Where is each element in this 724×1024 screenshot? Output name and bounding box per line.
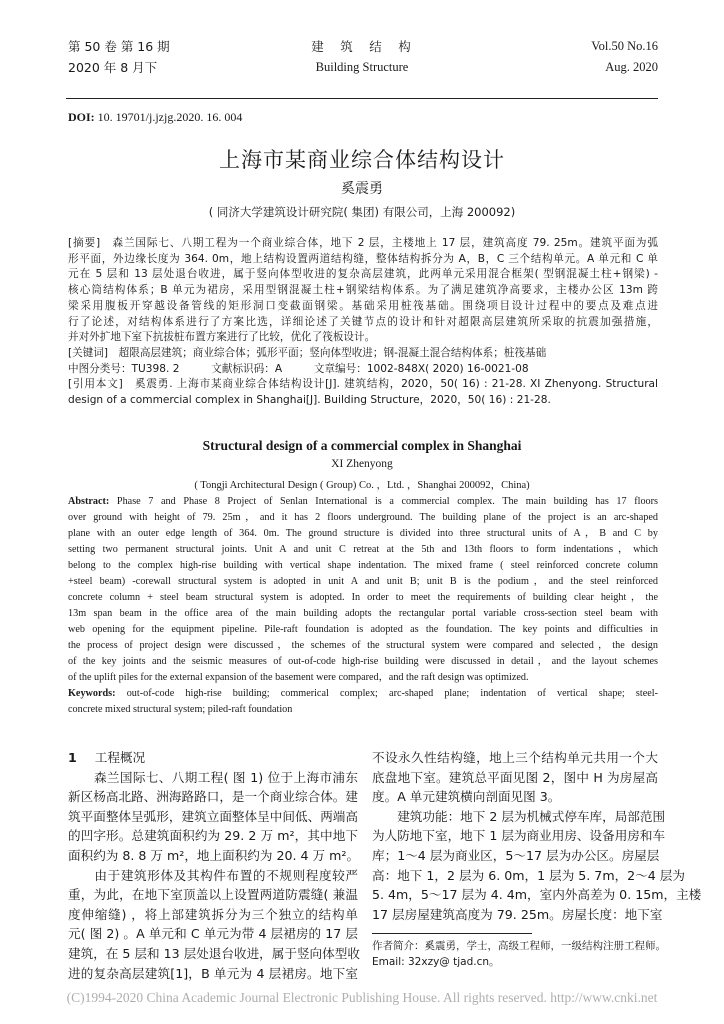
abstract-line: 13m span beam in the office area of the main building adopts the rectangular portal variable cross-section steel beam with [68, 608, 658, 619]
date-en: Aug. 2020 [605, 60, 658, 74]
abstract-line: the process of project design were discussed，the schemes of the structural system were compared and selected，the design [68, 640, 658, 651]
body-line: 的凹字形。总建筑面积约为 29. 2 万 m²，其中地下 [68, 828, 358, 844]
body-line: 面积约为 8. 8 万 m²，地上面积约为 20. 4 万 m²。 [68, 847, 360, 863]
abstract-cn [68, 236, 658, 409]
abstract-en [68, 494, 658, 718]
abstract-line: concrete column + steel beam structural system is adopted. In order to meet the requirements of building clear height，the [68, 592, 658, 603]
journal-volume-en [591, 38, 658, 76]
abstract-line: of the key joints and the seismic measures of out-of-code high-rise building were discussed in detail，and the layout schemes [68, 656, 658, 667]
body-line: 库；1～4 层为商业区，5～17 层为办公区。房屋层 [372, 847, 660, 863]
abstract-line: over ground with height of 79. 25m，and it has 2 floors underground. The building plane of the project is an arc-shaped [68, 512, 658, 523]
body-line: 森兰国际七、八期工程( 图 1) 位于上海市浦东 [68, 769, 358, 785]
abstract-line: 梁采用腹板开穿越设备管线的矩形洞口变截面钢梁。基础采用桩筏基础。围绕项目设计过程中的要点及难点进 [68, 299, 658, 312]
issue-date: 2020 年 8 月下 [68, 60, 158, 75]
section-number: 1 [68, 750, 77, 765]
body-line: 新区杨高北路、洲海路路口，是一个商业综合体。建 [68, 789, 358, 805]
abstract-line: plane with an outer edge length of 364. 0m. The ground structure is divided into three structural units of A，B and C by [68, 528, 658, 539]
abstract-line: 核心筒结构体系；B 单元为裙房，采用型钢混凝土柱+钢梁结构体系。为了满足建筑净高要求，主楼办公区 13m 跨 [68, 284, 658, 297]
header-rule [66, 98, 658, 99]
body-line: 度伸缩缝) ，将上部建筑拆分为三个独立的结构单 [68, 906, 358, 922]
author-email: Email: 32xzy@ tjad.cn。 [372, 956, 500, 968]
body-line: 由于建筑形体及其构件布置的不规则程度较严 [68, 867, 358, 883]
affiliation: ( 同济大学建筑设计研究院( 集团) 有限公司，上海 200092) [208, 205, 516, 219]
doi-value: 10. 19701/j.jzjg.2020. 16. 004 [94, 110, 243, 124]
keywords-en [68, 686, 658, 702]
body-line: 建筑功能：地下 2 层为机械式停车库，局部范围 [372, 808, 666, 824]
body-line: 进的复杂高层建筑[1]，B 单元为 4 层裙房。地下室 [68, 965, 358, 981]
body-line: 建筑，在 5 层和 13 层处退台收进，属于竖向体型收 [68, 945, 360, 961]
author-en: XI Zhenyong [331, 458, 393, 470]
abstract-line: 并对外扩地下室下抗拔桩布置方案进行了比较，优化了筏板设计。 [68, 331, 376, 344]
abstract-line: +steel beam) -corewall structural system is adopted in unit A and unit B; unit B is the podium，and the steel reinforced [68, 576, 658, 587]
volume-en: Vol.50 No.16 [591, 39, 658, 53]
abstract-line: [摘要] 森兰国际七、八期工程为一个商业综合体，地下 2 层，主楼地上 17 层，建筑高度 79. 25m。建筑平面为弧 [68, 237, 658, 249]
journal-name-en: Building Structure [315, 60, 409, 74]
affiliation-en: ( Tongji Architectural Design ( Group) Co. ，Ltd. ，Shanghai 200092，China) [194, 480, 530, 491]
volume-issue: 第 50 卷 第 16 期 [68, 39, 170, 54]
abstract-text: Phase 7 and Phase 8 Project of Senlan International is a commercial complex. The main building has 17 floors [109, 496, 658, 507]
copyright-watermark: (C)1994-2020 China Academic Journal Electronic Publishing House. All rights reserved. http://www.cnki.net [66, 990, 658, 1005]
body-line: 底盘地下室。建筑总平面见图 2，图中 H 为房屋高 [372, 769, 658, 785]
paper-title: 上海市某商业综合体结构设计 [219, 148, 505, 172]
citation-line: [引用本文] 奚震勇. 上海市某商业综合体结构设计[J]. 建筑结构，2020，50( 16) : 21-28. XI Zhenyong. Structural [68, 378, 658, 391]
footnote [372, 938, 666, 970]
journal-name-cn: 建 筑 结 构 [311, 39, 413, 54]
body-line: 重，为此，在地下室顶盖以上设置两道防震缝( 兼温 [68, 887, 358, 903]
body-line: 筑平面整体呈弧形，建筑立面整体呈中间低、两端高 [68, 808, 358, 824]
keywords-text: out-of-code high-rise building; commerical complex; arc-shaped plane; indentation of vertical shape; steel- [115, 688, 658, 699]
body-left-column [68, 748, 358, 983]
body-line: 为人防地下室，地下 1 层为商业用房、设备用房和车 [372, 828, 666, 844]
doi [68, 110, 242, 125]
abstract-line: setting two permanent structural joints. Unit A and unit C retreat at the 5th and 13th floors to form indentations，which [68, 544, 658, 555]
section-title: 工程概况 [94, 750, 146, 765]
abstract-line: 元在 5 层和 13 层处退台收进，属于竖向体型收进的复杂高层建筑，此两单元采用混合框架( 型钢混凝土柱+钢梁) - [68, 268, 658, 281]
body-line: 不设永久性结构缝，地上三个结构单元共用一个大 [372, 750, 658, 765]
section-heading [68, 748, 358, 768]
keywords-en-line: concrete mixed structural system; piled-raft foundation [68, 704, 293, 715]
abstract-line [68, 494, 658, 510]
abstract-line: 行了论述，对结构体系进行了方案比选，详细论述了关键节点的设计和针对超限高层建筑所采取的抗震加强措施， [68, 315, 658, 328]
abstract-line: 形平面，外边缘长度为 364. 0m，地上结构设置两道结构缝，整体结构拆分为 A，B，C 三个结构单元。A 单元和 C 单 [68, 252, 658, 265]
doi-label: DOI: [68, 110, 95, 124]
author-bio: 作者简介：奚震勇，学士，高级工程师，一级结构注册工程师。 [372, 940, 666, 952]
abstract-line: of the uplift piles for the external expansion of the basement were compared，and the raft design was optimized. [68, 672, 529, 683]
classification: 中图分类号：TU398. 2 文献标识码：A 文章编号：1002-848X( 2020) 16-0021-08 [68, 362, 529, 375]
body-line: 17 层房屋建筑高度为 79. 25m。房屋长度：地下室 [372, 906, 663, 922]
body-line: 元( 图 2) 。A 单元和 C 单元为带 4 层裙房的 17 层 [68, 926, 358, 942]
abstract-line: belong to the complex high-rise building with vertical shape indentation. The mixed frame ( steel reinforced concrete column [68, 560, 658, 571]
body-line: 5. 4m，5～17 层为 4. 4m，室内外高差为 0. 15m，主楼 [372, 887, 702, 903]
body-right-column [372, 748, 702, 924]
body-line: 度。A 单元建筑横向剖面见图 3。 [372, 789, 561, 805]
keywords-cn: [关键词] 超限高层建筑；商业综合体；弧形平面；竖向体型收进；钢-混凝土混合结构体系；桩筏基础 [68, 346, 547, 359]
footnote-rule [372, 933, 532, 934]
keywords-label: Keywords: [68, 688, 116, 699]
abstract-line: web opening for the equipment pipeline. Pile-raft foundation is adopted as the foundation. The key points and difficulties in [68, 624, 658, 635]
author: 奚震勇 [341, 181, 383, 197]
abstract-label: Abstract: [68, 496, 110, 507]
body-line: 高：地下 1，2 层为 6. 0m，1 层为 5. 7m，2～4 层为 [372, 867, 685, 883]
paper-title-en: Structural design of a commercial complex in Shanghai [202, 438, 522, 453]
citation-line: design of a commercial complex in Shanghai[J]. Building Structure，2020，50( 16) : 21-28. [68, 394, 551, 407]
